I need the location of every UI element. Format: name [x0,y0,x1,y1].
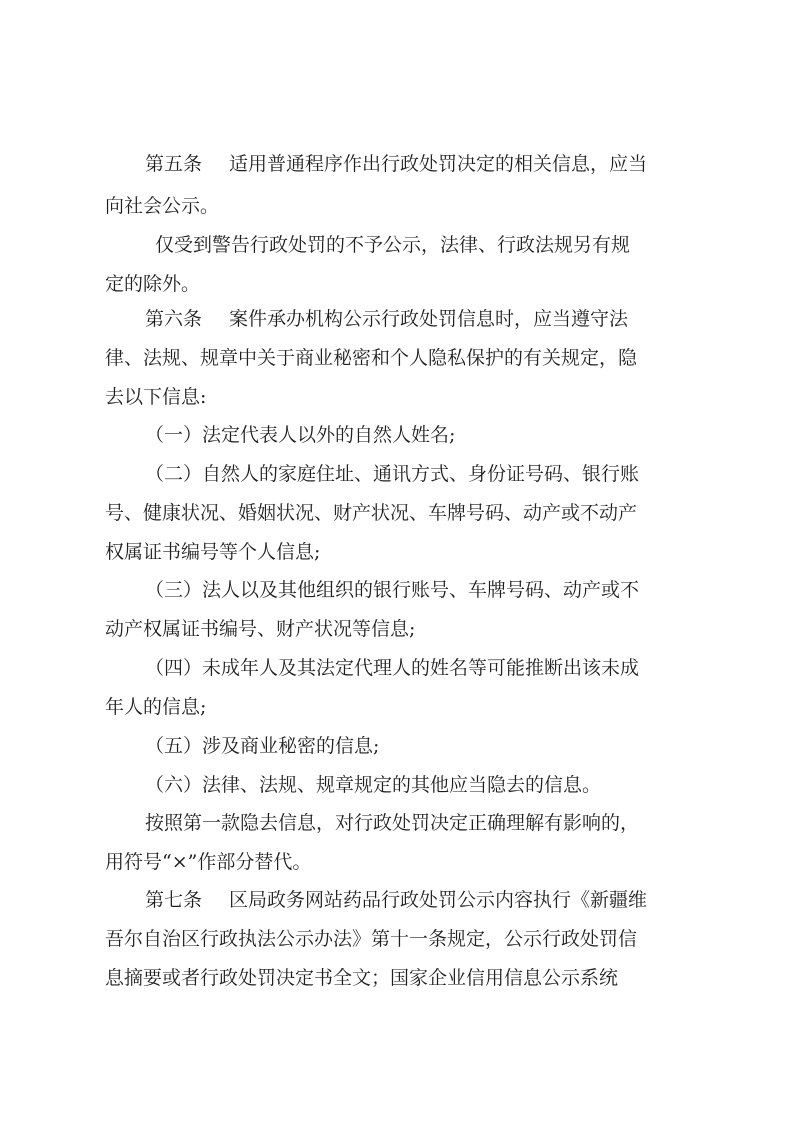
line-text: 号、健康状况、婚姻状况、财产状况、车牌号码、动产或不动产 [105,502,638,524]
article-6-para-2-line-1 [0,803,793,843]
item-2-line-1 [0,454,793,494]
line-text: （六）法律、法规、规章规定的其他应当隐去的信息。 [145,774,602,796]
line-text: 动产权属证书编号、财产状况等信息; [105,618,416,640]
line-text: （一）法定代表人以外的自然人姓名; [145,424,456,446]
article-5-para-2-line-2 [0,264,793,304]
article-7-line-2 [0,919,793,959]
article-6-para-2-line-2 [0,842,793,882]
item-2-line-2 [0,493,793,533]
item-1-line-1 [0,415,793,455]
line-text: 去以下信息: [105,386,207,408]
line-text: 吾尔自治区行政执法公示办法》第十一条规定，公示行政处罚信 [105,928,638,950]
line-text: 权属证书编号等个人信息; [105,541,321,563]
line-text: 息摘要或者行政处罚决定书全文；国家企业信用信息公示系统 [105,967,619,989]
item-5-line-1 [0,726,793,766]
article-5-line-1 [0,144,793,184]
article-7-line-1 [0,880,793,920]
item-3-line-2 [0,609,793,649]
line-text: 用符号“×”作部分替代。 [105,851,312,873]
article-label: 第五条 [145,153,203,175]
line-text: 区局政务网站药品行政处罚公示内容执行《新疆维 [229,889,648,911]
line-text: （二）自然人的家庭住址、通讯方式、身份证号码、银行账 [145,463,640,485]
article-6-line-2 [0,338,793,378]
line-text: （三）法人以及其他组织的银行账号、车牌号码、动产或不 [145,579,640,601]
line-text: 仅受到警告行政处罚的不予公示，法律、行政法规另有规 [155,234,631,256]
article-5-line-2 [0,186,793,226]
line-text: （四）未成年人及其法定代理人的姓名等可能推断出该未成 [145,657,640,679]
article-label: 第七条 [145,889,203,911]
article-7-line-3 [0,958,793,998]
article-6-line-3 [0,377,793,417]
item-6-line-1 [0,765,793,805]
article-5-para-2-line-1 [0,225,793,265]
article-label: 第六条 [145,308,203,330]
item-3-line-1 [0,570,793,610]
line-text: 案件承办机构公示行政处罚信息时，应当遵守法 [229,308,629,330]
article-6-line-1 [0,299,793,339]
item-2-line-3 [0,532,793,572]
line-text: 适用普通程序作出行政处罚决定的相关信息，应当 [229,153,648,175]
line-text: 定的除外。 [105,273,201,295]
line-text: 向社会公示。 [105,195,220,217]
item-4-line-1 [0,648,793,688]
line-text: （五）涉及商业秘密的信息; [145,735,380,757]
line-text: 律、法规、规章中关于商业秘密和个人隐私保护的有关规定，隐 [105,347,638,369]
line-text: 按照第一款隐去信息，对行政处罚决定正确理解有影响的， [145,812,640,834]
item-4-line-2 [0,687,793,727]
line-text: 年人的信息; [105,696,207,718]
